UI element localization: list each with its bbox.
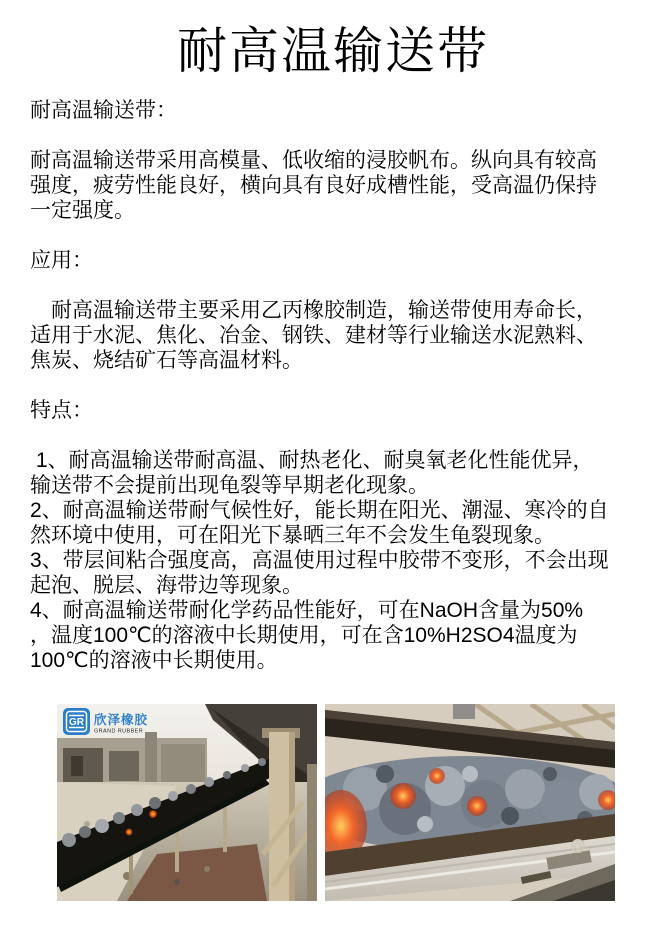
text-line: 3、带层间粘合强度高，高温使用过程中胶带不变形，不会出现 bbox=[30, 549, 609, 572]
text-line: 耐高温输送带： bbox=[30, 99, 177, 122]
grand-rubber-logo bbox=[63, 708, 148, 735]
text-line bbox=[30, 423, 640, 448]
text-line: 100℃的溶液中长期使用。 bbox=[30, 649, 278, 672]
photo-hot-material-closeup bbox=[325, 704, 615, 901]
text-line: 输送带不会提前出现龟裂等早期老化现象。 bbox=[30, 474, 429, 497]
text-line bbox=[30, 123, 640, 148]
ember-glow bbox=[126, 829, 133, 836]
text-line: 起泡、脱层、海带边等现象。 bbox=[30, 574, 303, 597]
page-title: 耐高温输送带 bbox=[177, 23, 489, 79]
text-line: 一定强度。 bbox=[30, 199, 135, 222]
section-label-application: 应用： bbox=[30, 249, 93, 272]
text-line: 1、耐高温输送带耐高温、耐热老化、耐臭氧老化性能优异， bbox=[30, 449, 594, 472]
text-line: 4、耐高温输送带耐化学药品性能好，可在NaOH含量为50% bbox=[30, 599, 584, 622]
text-line: 耐高温输送带主要采用乙丙橡胶制造，输送带使用寿命长， bbox=[30, 299, 597, 322]
text-line: 耐高温输送带采用高模量、低收缩的浸胶帆布。纵向具有较高 bbox=[30, 149, 597, 172]
text-line bbox=[30, 373, 640, 398]
ember-glow bbox=[149, 810, 157, 818]
conveyor-site-illustration bbox=[57, 704, 317, 901]
text-line bbox=[30, 273, 640, 298]
text-line: ，温度100℃的溶液中长期使用，可在含10%H2SO4温度为 bbox=[30, 624, 578, 647]
text-line bbox=[30, 223, 640, 248]
logo-monogram: GR bbox=[69, 717, 84, 728]
text-line: 焦炭、烧结矿石等高温材料。 bbox=[30, 349, 303, 372]
logo-chinese-name: 欣泽橡胶 bbox=[94, 713, 149, 727]
logo-english-name: GRAND RUBBER bbox=[94, 728, 144, 735]
description-text bbox=[30, 98, 640, 673]
text-line: 然环境中使用，可在阳光下暴晒三年不会发生龟裂现象。 bbox=[30, 524, 555, 547]
hot-material-illustration bbox=[325, 704, 615, 901]
text-line: 适用于水泥、焦化、冶金、钢铁、建材等行业输送水泥熟料、 bbox=[30, 324, 597, 347]
text-line: 强度，疲劳性能良好，横向具有良好成槽性能，受高温仍保持 bbox=[30, 174, 597, 197]
text-line: 2、耐高温输送带耐气候性好，能长期在阳光、潮湿、寒冷的自 bbox=[30, 499, 609, 522]
section-label-features: 特点： bbox=[30, 399, 93, 422]
photo-conveyor-site bbox=[57, 704, 317, 901]
